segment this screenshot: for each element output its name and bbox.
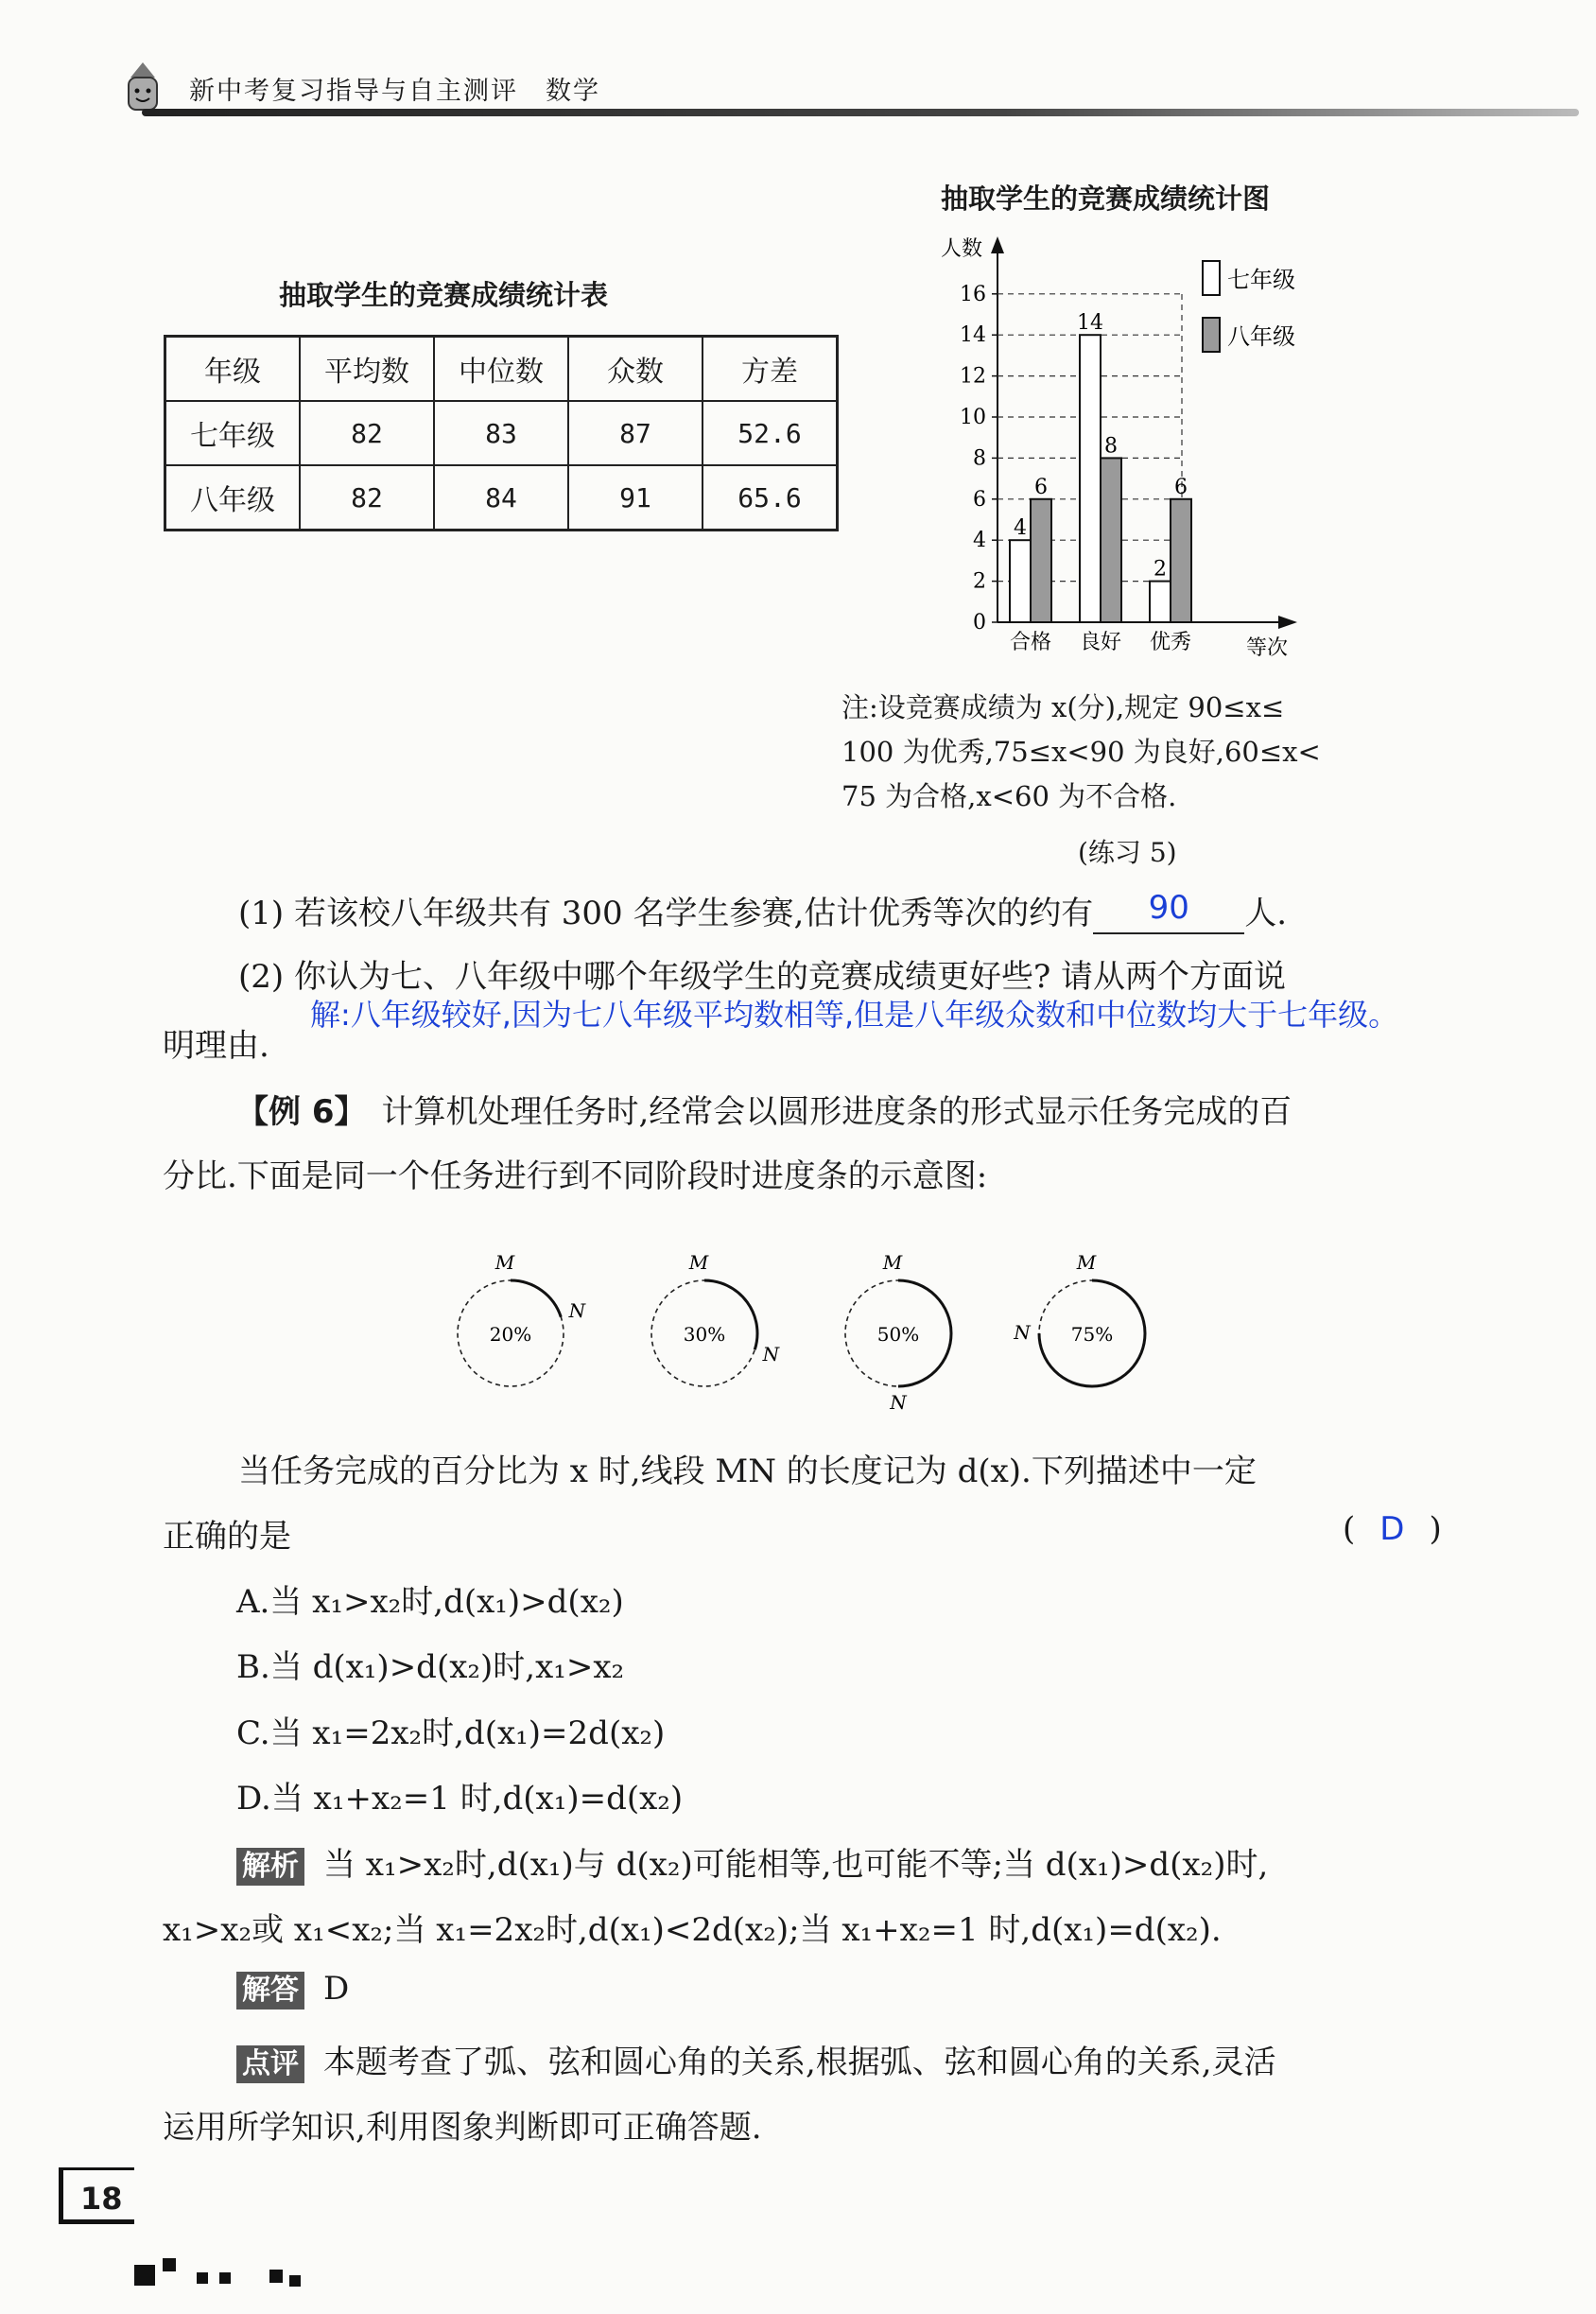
bar-data-label: 14 — [1077, 311, 1103, 336]
bracket-open: ( — [1343, 1510, 1356, 1548]
table-cell: 87 — [568, 401, 703, 465]
table-cell: 83 — [434, 401, 568, 465]
x-tick-label: 合格 — [1009, 631, 1052, 654]
table-header-cell: 平均数 — [300, 337, 434, 402]
comment-text: 本题考查了弧、弦和圆心角的关系,根据弧、弦和圆心角的关系,灵活 — [323, 2044, 1276, 2081]
solution-line — [236, 1970, 349, 2010]
answer-choice: D — [1379, 1510, 1405, 1548]
y-tick-label: 0 — [973, 611, 986, 635]
y-tick-label: 14 — [960, 323, 986, 348]
table-header-cell: 中位数 — [434, 337, 568, 402]
y-tick-label: 6 — [973, 487, 986, 512]
comment-line-2: 运用所学知识,利用图象判断即可正确答题. — [163, 2109, 762, 2147]
x-tick-label: 良好 — [1079, 631, 1122, 654]
option-b: B.当 d(x₁)>d(x₂)时,x₁>x₂ — [236, 1648, 625, 1686]
example-6-text: 计算机处理任务时,经常会以圆形进度条的形式显示任务完成的百 — [381, 1093, 1292, 1131]
x-axis-label: 等次 — [1246, 636, 1289, 660]
question-1-text: (1) 若该校八年级共有 300 名学生参赛,估计优秀等次的约有 — [238, 895, 1094, 932]
option-d: D.当 x₁+x₂=1 时,d(x₁)=d(x₂) — [236, 1780, 684, 1818]
answer-2-handwritten: 解:八年级较好,因为七八年级平均数相等,但是八年级众数和中位数均大于七年级。 — [310, 997, 1399, 1033]
page-number: 18 — [59, 2167, 134, 2224]
table-cell: 91 — [568, 465, 703, 531]
note-line-2: 100 为优秀,75≤x<90 为良好,60≤x< — [841, 736, 1321, 768]
bar-data-label: 6 — [1174, 475, 1188, 499]
table-cell: 84 — [434, 465, 568, 531]
question-2-line-1: (2) 你认为七、八年级中哪个年级学生的竞赛成绩更好些? 请从两个方面说 — [238, 958, 1287, 996]
answer-bracket — [1343, 1510, 1442, 1548]
decor-square — [134, 2265, 155, 2286]
point-m-label: M — [882, 1251, 903, 1274]
decor-square — [197, 2272, 208, 2284]
table-title: 抽取学生的竞赛成绩统计表 — [279, 279, 609, 311]
progress-percent-label: 20% — [489, 1323, 532, 1346]
legend-swatch — [1203, 318, 1220, 352]
table-row — [165, 465, 838, 531]
y-axis-arrow — [991, 236, 1004, 253]
bar-grade8 — [1031, 499, 1051, 622]
table-cell: 七年级 — [165, 401, 301, 465]
example-6-label: 【例 6】 — [236, 1093, 367, 1131]
bar-grade8 — [1171, 499, 1191, 622]
table-header-cell: 众数 — [568, 337, 703, 402]
point-m-label: M — [1076, 1251, 1097, 1274]
answer-1-value: 90 — [1148, 889, 1189, 927]
bracket-close: ) — [1429, 1510, 1442, 1548]
progress-completed-arc — [511, 1280, 561, 1317]
analysis-text: 当 x₁>x₂时,d(x₁)与 d(x₂)可能相等,也可能不等;当 d(x₁)>d(x₂)时, — [323, 1846, 1269, 1884]
y-tick-label: 8 — [973, 446, 986, 471]
table-cell: 52.6 — [703, 401, 838, 465]
header-rule — [142, 109, 1579, 116]
bar-data-label: 2 — [1154, 557, 1167, 582]
point-n-label: N — [568, 1299, 586, 1323]
bar-grade7 — [1150, 582, 1171, 622]
question-2-line-2: 明理由. — [163, 1027, 269, 1065]
table-header-cell: 方差 — [703, 337, 838, 402]
x-axis-arrow — [1278, 616, 1297, 629]
stats-table — [164, 335, 839, 531]
solution-tag: 解答 — [236, 1972, 304, 2010]
bar-grade8 — [1101, 458, 1121, 622]
example-6-line-2: 分比.下面是同一个任务进行到不同阶段时进度条的示意图: — [163, 1157, 988, 1195]
example-6-line-1 — [236, 1086, 1292, 1132]
point-n-label: N — [890, 1391, 907, 1414]
header-title: 新中考复习指导与自主测评 数学 — [189, 77, 600, 106]
bar-data-label: 4 — [1014, 516, 1027, 541]
answer-blank — [1093, 889, 1244, 934]
x-tick-label: 优秀 — [1149, 631, 1192, 654]
y-tick-label: 4 — [973, 529, 986, 553]
y-axis-label: 人数 — [941, 237, 983, 261]
decor-square — [163, 2258, 176, 2271]
progress-percent-label: 50% — [876, 1323, 920, 1346]
pencil-mascot-icon — [121, 61, 165, 113]
option-c: C.当 x₁=2x₂时,d(x₁)=2d(x₂) — [236, 1714, 666, 1752]
note-line-1: 注:设竞赛成绩为 x(分),规定 90≤x≤ — [841, 691, 1285, 723]
table-header-cell: 年级 — [165, 337, 301, 402]
analysis-tag: 解析 — [236, 1848, 304, 1886]
bar-grade7 — [1080, 335, 1101, 622]
legend-label: 七年级 — [1227, 267, 1295, 293]
y-tick-label: 2 — [973, 569, 986, 594]
table-cell: 82 — [300, 465, 434, 531]
decor-square — [269, 2270, 283, 2283]
chart-title: 抽取学生的竞赛成绩统计图 — [941, 183, 1271, 215]
figure-caption: (练习 5) — [1078, 837, 1177, 868]
progress-figure — [416, 1229, 1191, 1418]
comment-line-1 — [236, 2036, 1276, 2083]
question-1-unit: 人. — [1244, 895, 1288, 932]
progress-percent-label: 30% — [683, 1323, 726, 1346]
decor-square — [219, 2272, 231, 2284]
point-n-label: N — [1014, 1321, 1031, 1344]
bar-grade7 — [1010, 540, 1031, 622]
analysis-line-1 — [236, 1838, 1268, 1886]
y-tick-label: 16 — [960, 282, 986, 306]
point-m-label: M — [688, 1251, 709, 1274]
bar-data-label: 6 — [1034, 475, 1048, 499]
y-tick-label: 12 — [960, 364, 986, 389]
analysis-line-2: x₁>x₂或 x₁<x₂;当 x₁=2x₂时,d(x₁)<2d(x₂);当 x₁+x₂=1 时,d(x₁)=d(x₂). — [163, 1911, 1222, 1949]
y-tick-label: 10 — [960, 406, 986, 429]
legend-label: 八年级 — [1227, 323, 1295, 350]
progress-percent-label: 75% — [1070, 1323, 1114, 1346]
point-n-label: N — [762, 1342, 780, 1366]
point-m-label: M — [494, 1251, 515, 1274]
bar-data-label: 8 — [1104, 434, 1118, 459]
table-cell: 82 — [300, 401, 434, 465]
legend-swatch — [1203, 261, 1220, 295]
option-a: A.当 x₁>x₂时,d(x₁)>d(x₂) — [236, 1583, 624, 1621]
decor-square — [289, 2275, 301, 2287]
comment-tag: 点评 — [236, 2045, 304, 2083]
table-header-row — [165, 337, 838, 402]
table-cell: 65.6 — [703, 465, 838, 531]
question-line-2: 正确的是 — [163, 1518, 291, 1556]
question-line-1: 当任务完成的百分比为 x 时,线段 MN 的长度记为 d(x).下列描述中一定 — [238, 1453, 1257, 1490]
note-line-3: 75 为合格,x<60 为不合格. — [841, 780, 1177, 812]
table-row — [165, 401, 838, 465]
question-1 — [238, 887, 1287, 934]
solution-text: D — [323, 1970, 350, 2008]
bar-chart — [908, 227, 1333, 671]
table-cell: 八年级 — [165, 465, 301, 531]
